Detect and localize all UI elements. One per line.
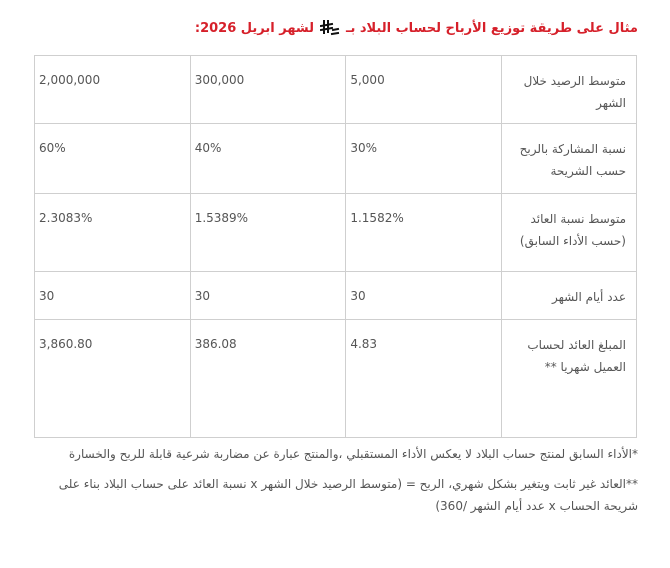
table-cell: 30 xyxy=(35,272,191,320)
footnote-past-performance: *الأداء السابق لمنتج حساب البلاد لا يعكس الأداء المستقبلي ،والمنتج عبارة عن مضاربة شرعية قابلة للربح والخسارة xyxy=(68,447,638,461)
table-cell: 60% xyxy=(35,124,191,194)
table-cell: 2,000,000 xyxy=(35,56,191,124)
row-label: متوسط نسبة العائد (حسب الأداء السابق) xyxy=(502,194,637,272)
title-prefix: مثال على طريقة توزيع الأرباح لحساب البلاد بـ xyxy=(346,20,638,36)
table-cell: 1.1582% xyxy=(346,194,502,272)
table-cell: 300,000 xyxy=(190,56,346,124)
page-title xyxy=(195,20,638,36)
table-row xyxy=(35,124,637,194)
table-row xyxy=(35,320,637,438)
row-label: عدد أيام الشهر xyxy=(502,272,637,320)
table-cell: 2.3083% xyxy=(35,194,191,272)
table-row xyxy=(35,56,637,124)
row-label: متوسط الرصيد خلال الشهر xyxy=(502,56,637,124)
table-cell: 30% xyxy=(346,124,502,194)
table-cell: 30 xyxy=(346,272,502,320)
table-cell: 386.08 xyxy=(190,320,346,438)
profit-table xyxy=(34,55,637,438)
table-cell: 40% xyxy=(190,124,346,194)
footnote-profit-formula: **العائد غير ثابت ويتغير بشكل شهري، الربح = (متوسط الرصيد خلال الشهر x نسبة العائد على حساب البلاد بناء على شريحة الحساب x عدد أيام الشهر /360) xyxy=(58,477,638,513)
table-cell: 3,860.80 xyxy=(35,320,191,438)
table-cell: 30 xyxy=(190,272,346,320)
saudi-riyal-icon xyxy=(320,20,340,36)
table-cell: 4.83 xyxy=(346,320,502,438)
title-suffix: لشهر ابريل 2026: xyxy=(194,20,315,36)
footnotes xyxy=(33,443,638,525)
table-row xyxy=(35,194,637,272)
row-label: المبلغ العائد لحساب العميل شهريا ** xyxy=(502,320,637,438)
table-cell: 1.5389% xyxy=(190,194,346,272)
row-label: نسبة المشاركة بالربح حسب الشريحة xyxy=(502,124,637,194)
table-row xyxy=(35,272,637,320)
table-cell: 5,000 xyxy=(346,56,502,124)
